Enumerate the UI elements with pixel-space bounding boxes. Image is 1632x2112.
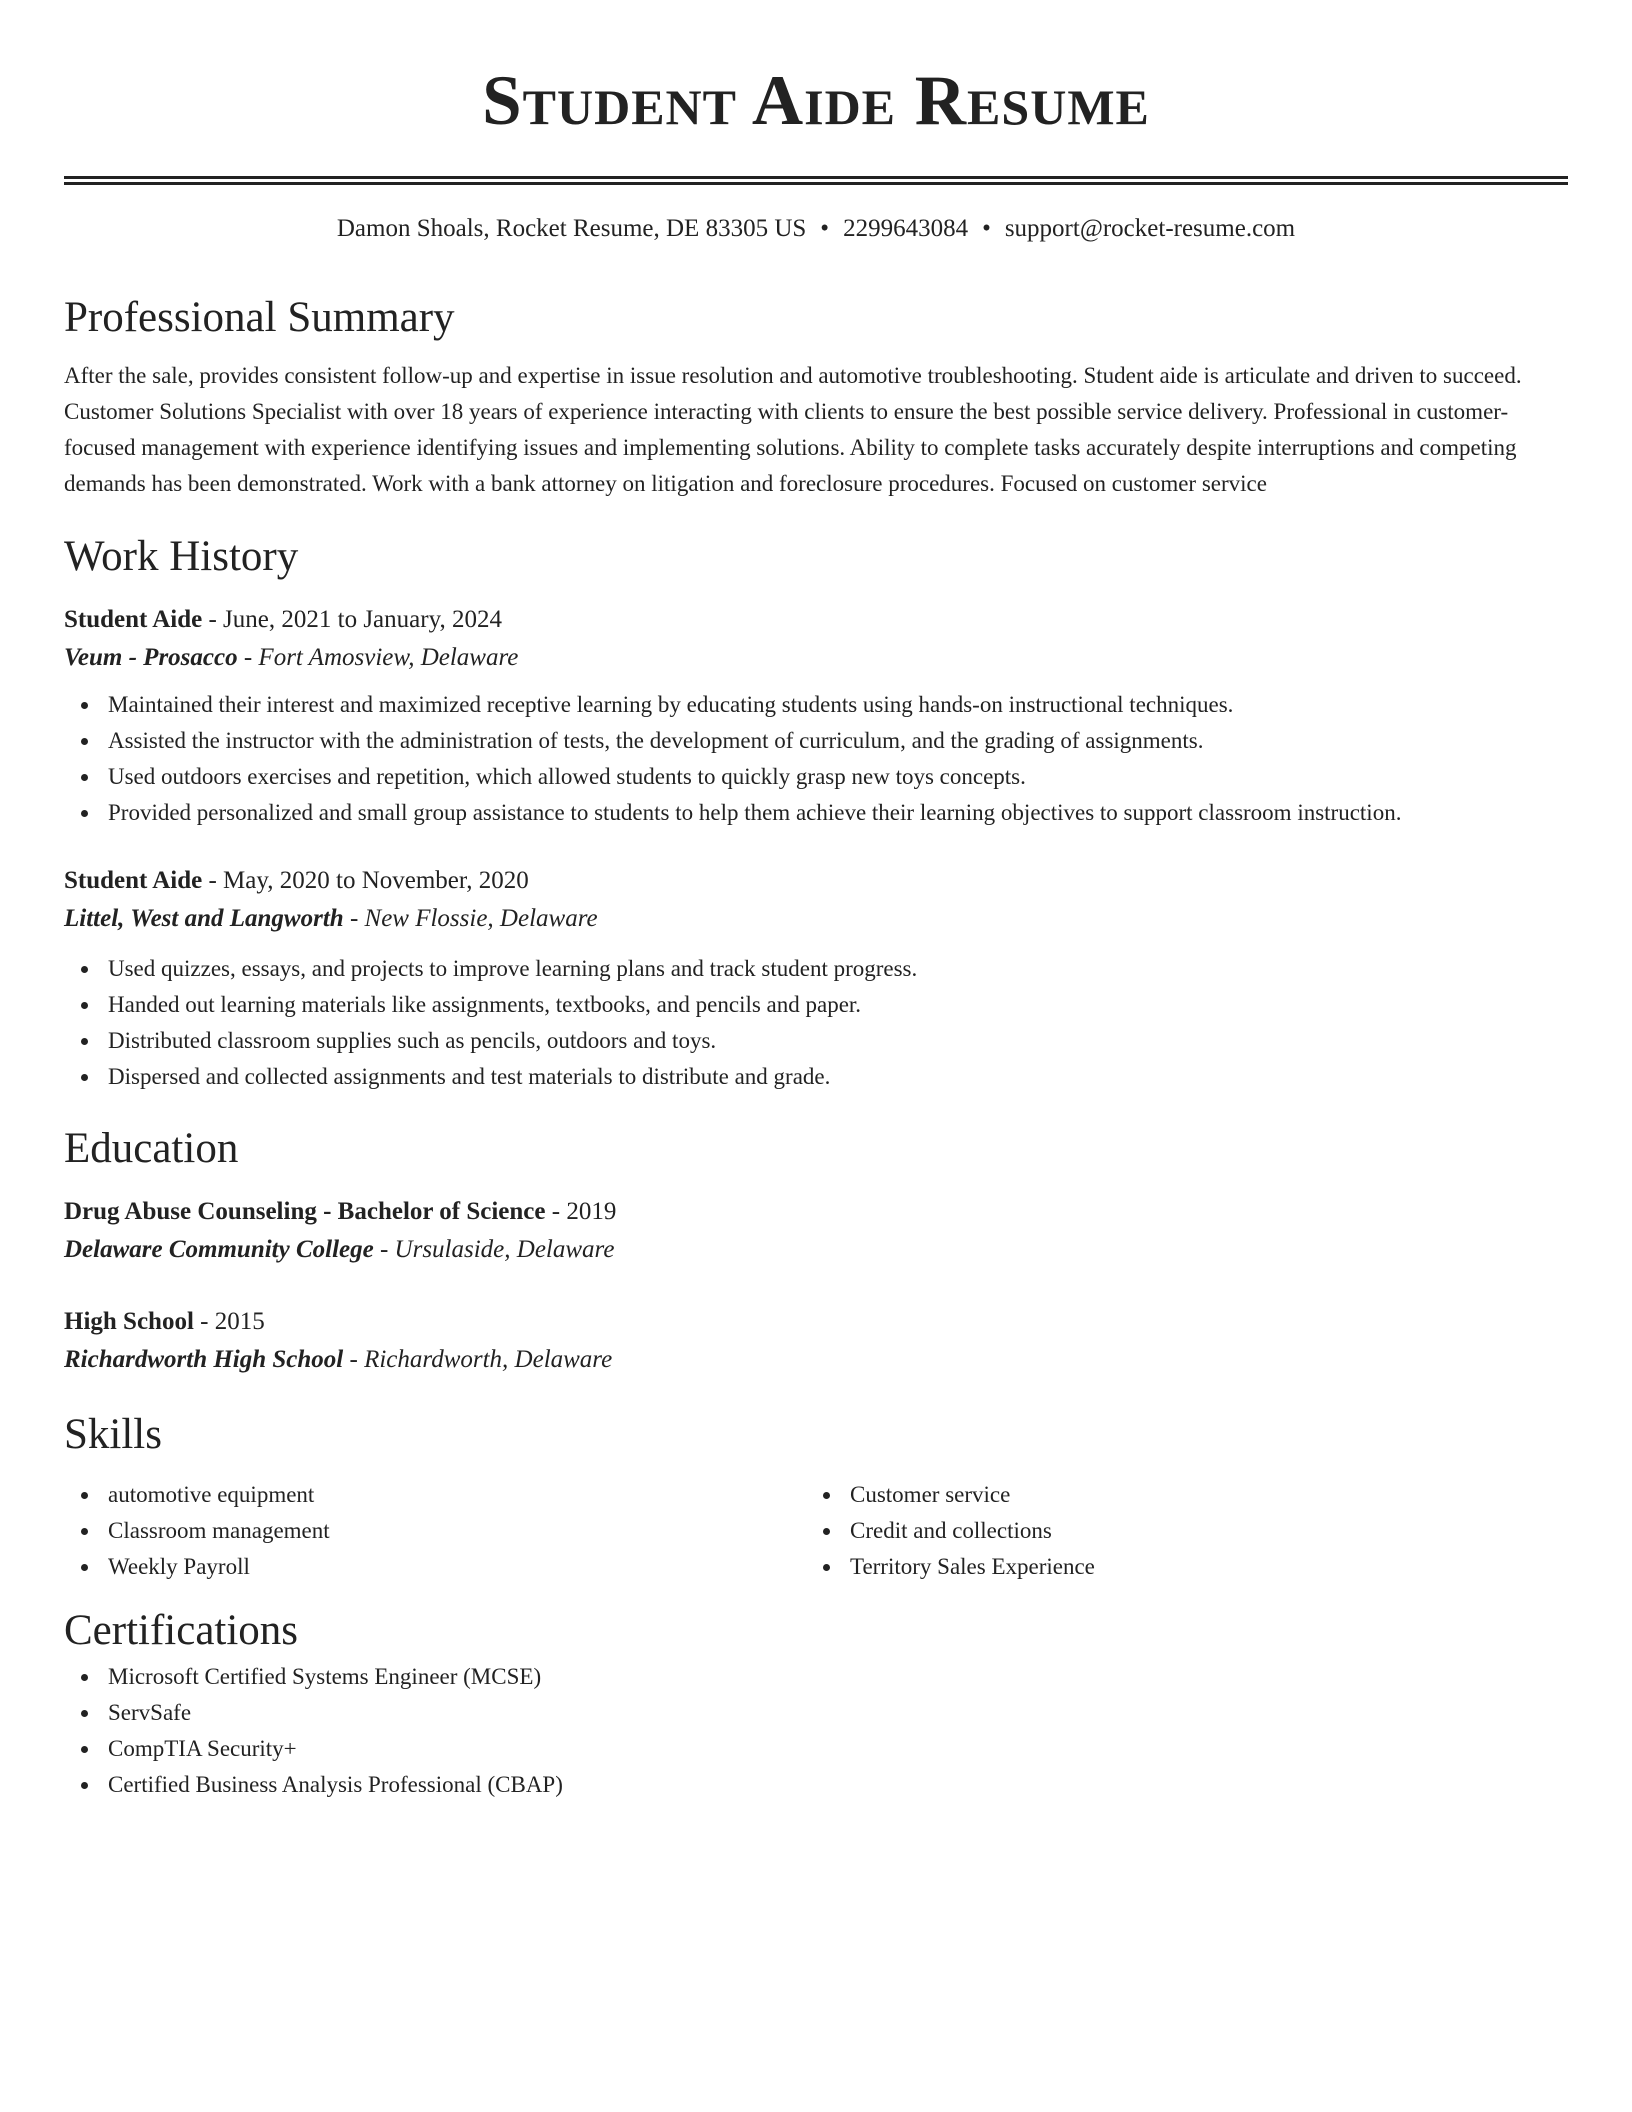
skills-heading: Skills [64,1411,162,1458]
list-item: Handed out learning materials like assignments, textbooks, and pencils and paper. [64,987,1568,1023]
title-divider [64,176,1568,185]
job-dates: - June, 2021 to January, 2024 [202,606,502,633]
job-dates: - May, 2020 to November, 2020 [202,867,529,894]
list-item: Credit and collections [806,1513,1548,1549]
job-title-line [64,862,1568,900]
education-school: Delaware Community College [64,1236,374,1263]
job-entry [64,601,1568,831]
job-duties-list [64,687,1568,831]
contact-line [64,212,1568,246]
education-entry [64,1303,1568,1379]
education-heading: Education [64,1125,239,1172]
skills-list-right [806,1477,1548,1585]
education-year: - 2019 [545,1198,617,1225]
education-year: - 2015 [193,1308,265,1335]
skills-list-left [64,1477,806,1585]
list-item: Microsoft Certified Systems Engineer (MCSE) [64,1659,1568,1695]
list-item: Used outdoors exercises and repetition, which allowed students to quickly grasp new toys concepts. [64,759,1568,795]
list-item: Territory Sales Experience [806,1549,1548,1585]
list-item: automotive equipment [64,1477,806,1513]
job-employer: Littel, West and Langworth [64,905,344,932]
job-location: - New Flossie, Delaware [343,905,598,932]
contact-email: support@rocket-resume.com [1004,215,1296,242]
certifications-heading: Certifications [64,1607,299,1654]
job-duties-list [64,951,1568,1095]
list-item: Distributed classroom supplies such as pencils, outdoors and toys. [64,1023,1568,1059]
list-item: Provided personalized and small group assistance to students to help them achieve their learning objectives to support classroom instruction. [64,795,1568,831]
job-employer-line [64,639,1568,677]
list-item: Dispersed and collected assignments and test materials to distribute and grade. [64,1059,1568,1095]
job-title: Student Aide [64,867,203,894]
list-item: Customer service [806,1477,1548,1513]
list-item: Classroom management [64,1513,806,1549]
list-item: Weekly Payroll [64,1549,806,1585]
contact-phone: 2299643084 [843,215,969,242]
education-school-line [64,1341,1568,1379]
list-item: Certified Business Analysis Professional (CBAP) [64,1767,1568,1803]
job-title: Student Aide [64,606,203,633]
contact-separator: • [982,215,991,242]
education-school-line [64,1231,1568,1269]
contact-address: Damon Shoals, Rocket Resume, DE 83305 US [336,215,807,242]
education-degree-line [64,1193,1568,1231]
education-location: - Ursulaside, Delaware [373,1236,615,1263]
summary-heading: Professional Summary [64,294,455,341]
skills-columns [64,1477,1568,1585]
job-title-line [64,601,1568,639]
education-degree: High School [64,1308,194,1335]
summary-text: After the sale, provides consistent follow-up and expertise in issue resolution and automotive troubleshooting. Student aide is articulate and driven to succeed. Customer Solutions Specialist with over 18 years of experience interacting with clients to ensure the best possible service delivery. Professional in customer-focused management with experience identifying issues and implementing solutions. Ability to complete tasks accurately despite interruptions and competing demands has been demonstrated. Work with a bank attorney on litigation and foreclosure procedures. Focused on customer service [64,363,1522,496]
resume-title: Student Aide Resume [482,62,1150,140]
education-degree-line [64,1303,1568,1341]
job-employer: Veum - Prosacco [64,644,238,671]
job-entry [64,862,1568,1095]
certifications-list [64,1659,1568,1803]
list-item: Assisted the instructor with the administration of tests, the development of curriculum, and the grading of assignments. [64,723,1568,759]
work-history-heading: Work History [64,533,299,580]
list-item: Used quizzes, essays, and projects to improve learning plans and track student progress. [64,951,1568,987]
job-location: - Fort Amosview, Delaware [237,644,519,671]
list-item: Maintained their interest and maximized receptive learning by educating students using hands-on instructional techniques. [64,687,1568,723]
job-employer-line [64,900,1568,938]
education-school: Richardworth High School [64,1346,344,1373]
education-degree: Drug Abuse Counseling - Bachelor of Science [64,1198,546,1225]
education-location: - Richardworth, Delaware [343,1346,613,1373]
education-entry [64,1193,1568,1269]
list-item: CompTIA Security+ [64,1731,1568,1767]
list-item: ServSafe [64,1695,1568,1731]
contact-separator: • [820,215,830,242]
